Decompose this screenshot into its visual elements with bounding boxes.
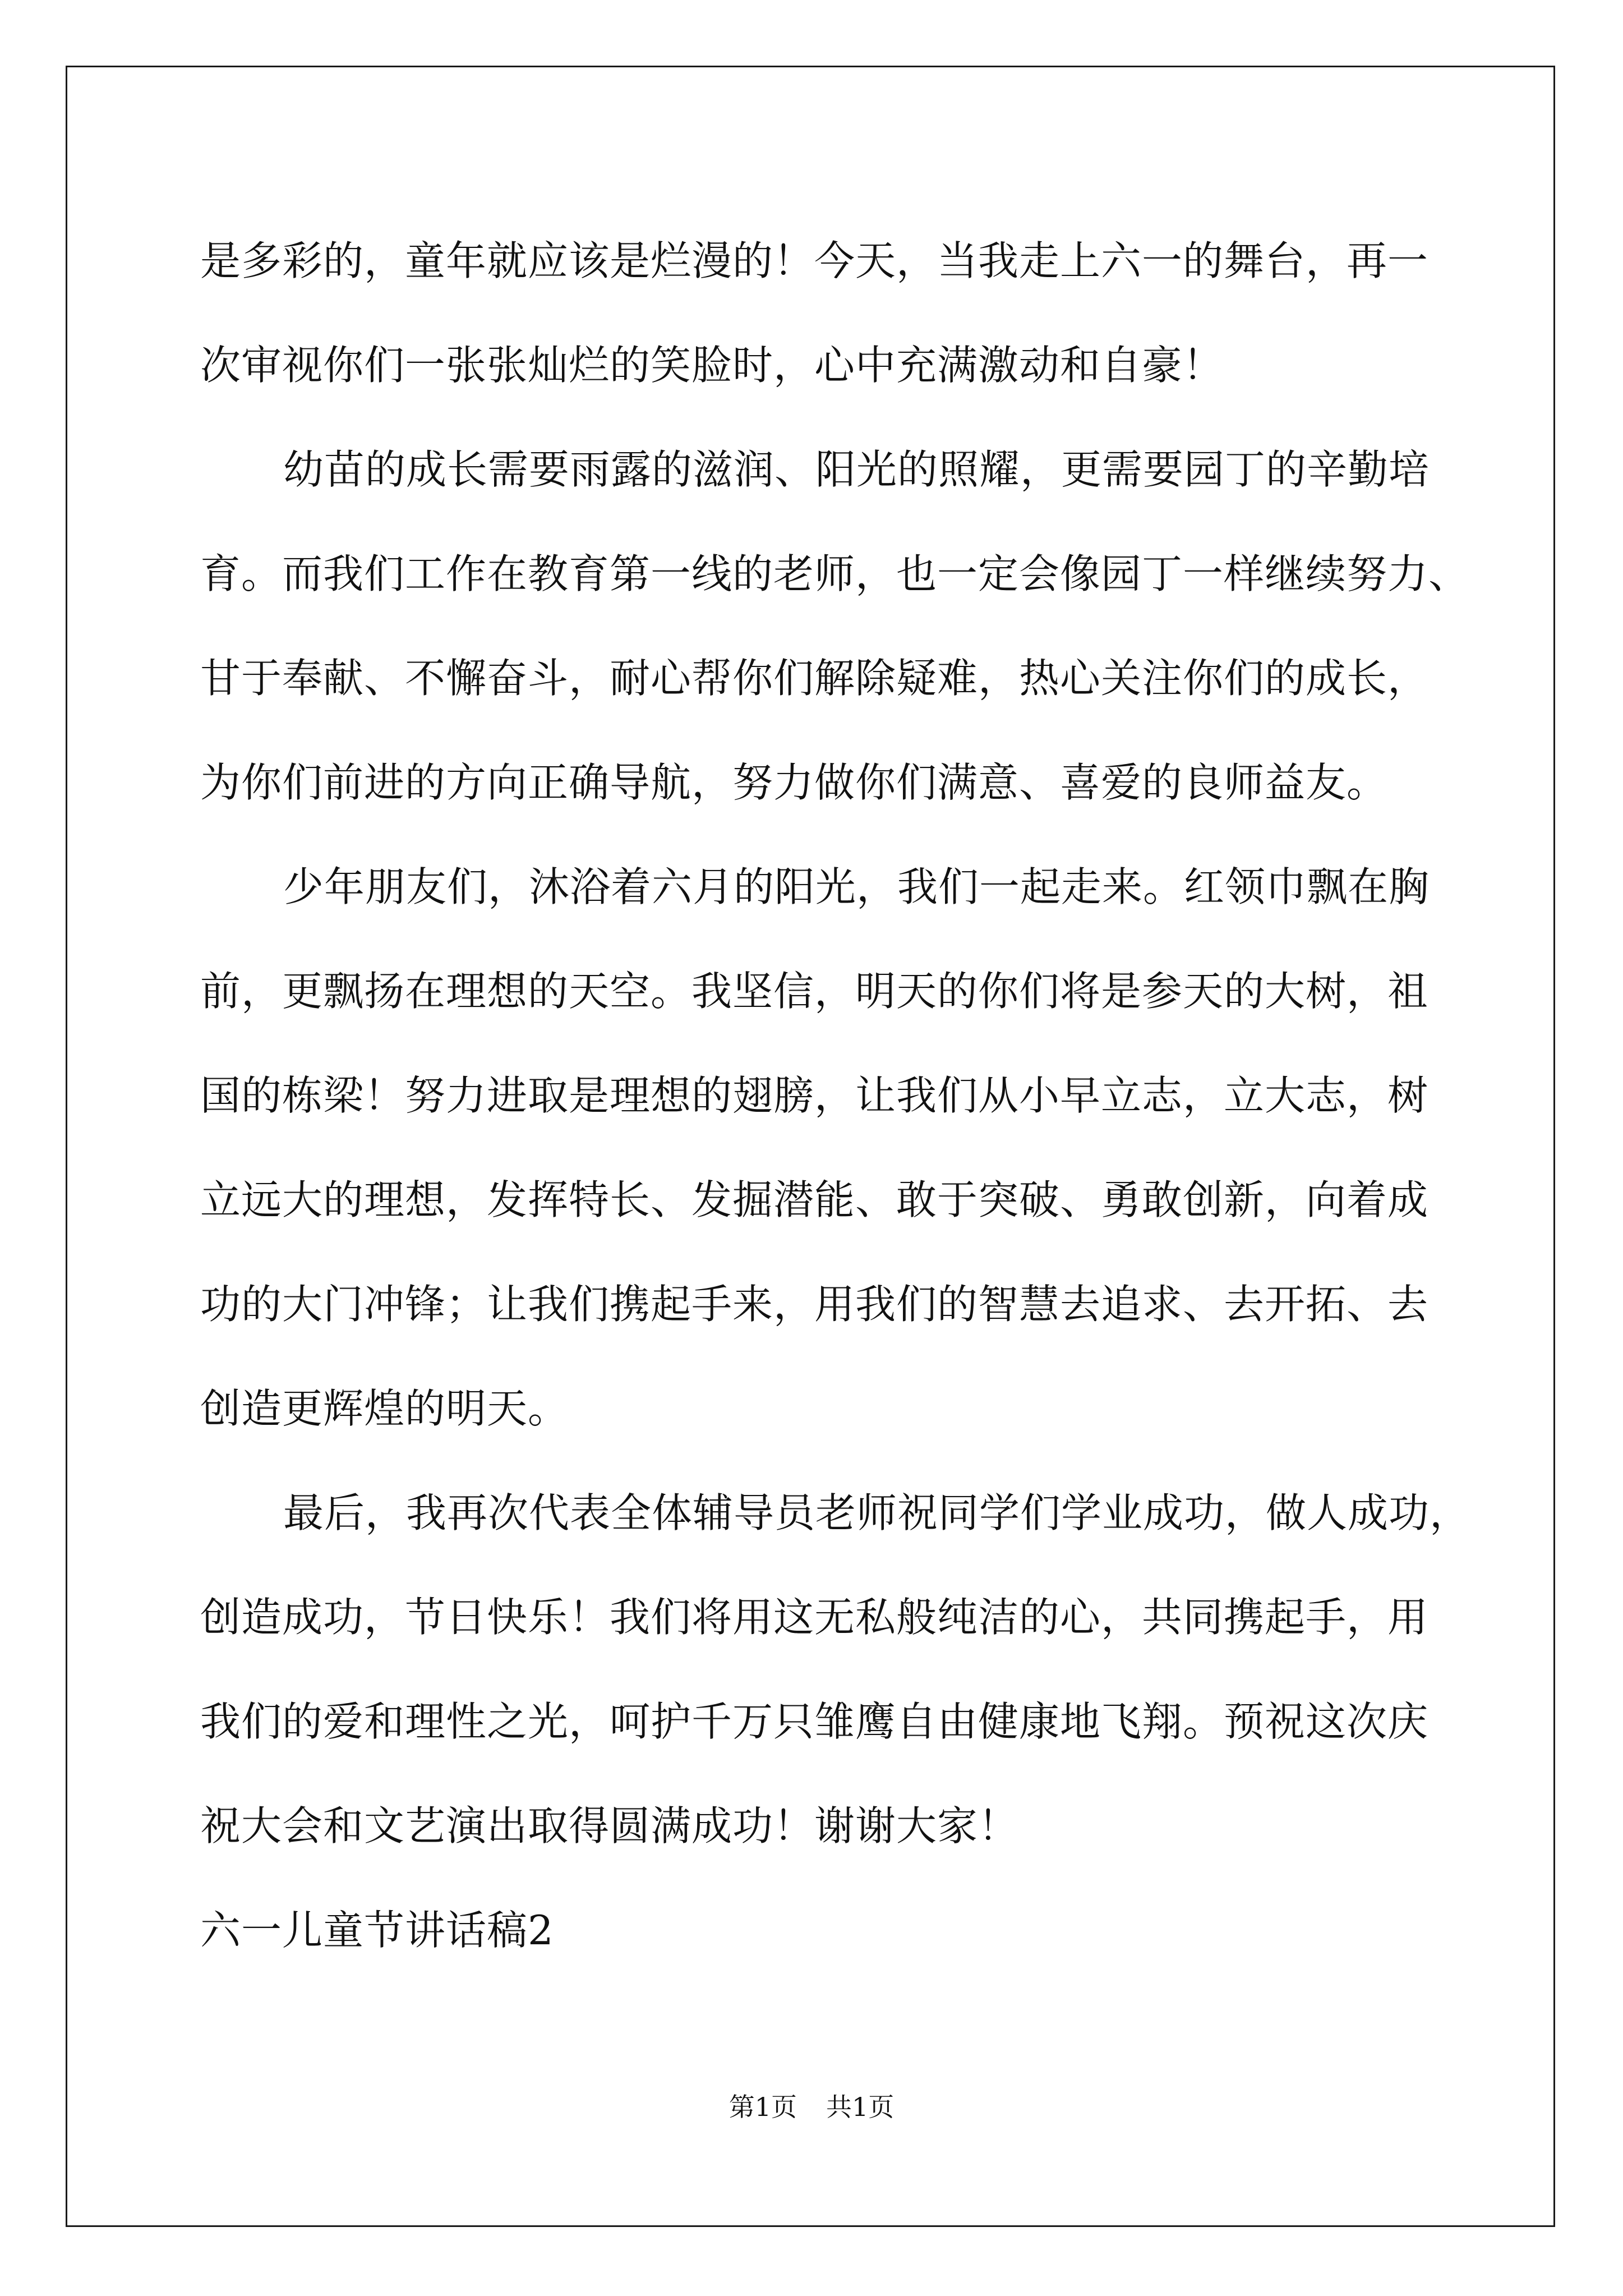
text-line: 祝大会和文艺演出取得圆满成功！谢谢大家！ [200,1802,1020,1849]
text-line: 次审视你们一张张灿烂的笑脸时，心中充满激动和自豪！ [200,342,1224,389]
text-line: 甘于奉献、不懈奋斗，耐心帮你们解除疑难，热心关注你们的成长， [200,655,1429,702]
page-number-current: 第1页 [728,2092,797,2122]
text-line: 幼苗的成长需要雨露的滋润、阳光的照耀，更需要园丁的辛勤培 [283,446,1430,493]
text-line: 少年朋友们，沐浴着六月的阳光，我们一起走来。红领巾飘在胸 [283,863,1430,910]
text-line: 创造更辉煌的明天。 [200,1385,569,1432]
text-line: 育。而我们工作在教育第一线的老师，也一定会像园丁一样继续努力、 [200,550,1470,597]
text-line: 功的大门冲锋；让我们携起手来，用我们的智慧去追求、去开拓、去 [200,1281,1429,1328]
text-line: 创造成功，节日快乐！我们将用这无私般纯洁的心，共同携起手，用 [200,1594,1429,1641]
text-line: 最后，我再次代表全体辅导员老师祝同学们学业成功，做人成功， [283,1489,1471,1536]
section-heading: 六一儿童节讲话稿2 [200,1907,554,1954]
page-number-total: 共1页 [826,2092,895,2122]
page-footer [0,2090,1623,2124]
text-line: 前，更飘扬在理想的天空。我坚信，明天的你们将是参天的大树，祖 [200,968,1429,1015]
text-line: 是多彩的，童年就应该是烂漫的！今天，当我走上六一的舞台，再一 [200,237,1429,284]
text-line: 国的栋梁！努力进取是理想的翅膀，让我们从小早立志，立大志，树 [200,1072,1429,1119]
text-line: 立远大的理想，发挥特长、发掘潜能、敢于突破、勇敢创新，向着成 [200,1176,1429,1223]
text-line: 为你们前进的方向正确导航，努力做你们满意、喜爱的良师益友。 [200,759,1388,806]
text-line: 我们的爱和理性之光，呵护千万只雏鹰自由健康地飞翔。预祝这次庆 [200,1698,1429,1745]
document-body [200,209,1471,1982]
